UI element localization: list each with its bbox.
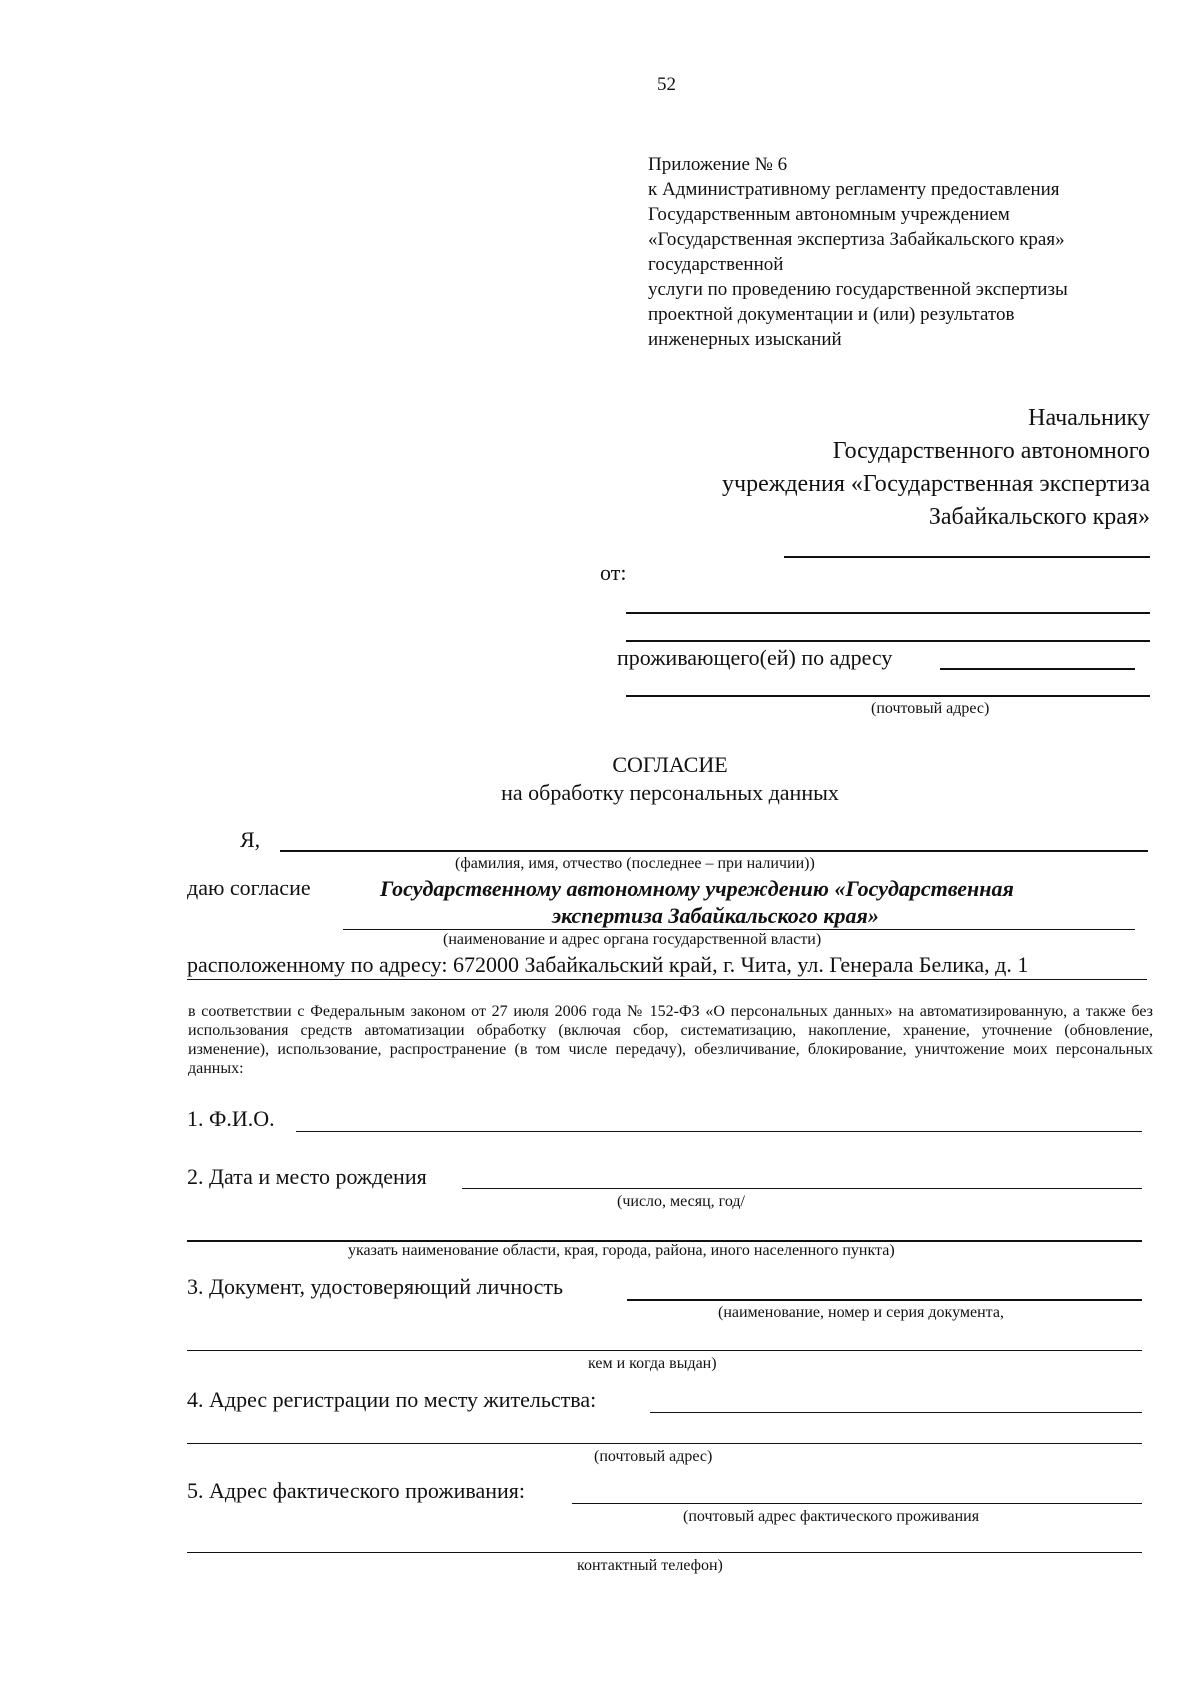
field-document-hint-2: кем и когда выдан): [588, 1355, 717, 1372]
field-birth-hint-2: указать наименование области, края, города, района, иного населенного пункта): [348, 1242, 895, 1259]
fio-hint: (фамилия, имя, отчество (последнее – при наличии)): [455, 855, 815, 872]
field-birth-label: 2. Дата и место рождения: [187, 1164, 427, 1189]
org-address-line: расположенному по адресу: 672000 Забайкальский край, г. Чита, ул. Генерала Белика, д. 1: [187, 952, 1029, 977]
field-registration-line[interactable]: [650, 1412, 1142, 1413]
addressee-line: Забайкальского края»: [928, 504, 1150, 530]
residing-blank-line[interactable]: [940, 668, 1135, 670]
field-residence-line-2[interactable]: [187, 1552, 1142, 1553]
org-name-line-1: Государственному автономному учреждению «Государственная: [380, 876, 1014, 901]
addressee-line: учреждения «Государственная экспертиза: [722, 471, 1150, 497]
appendix-line: проектной документации и (или) результатов: [648, 304, 1015, 325]
postal-hint: (почтовый адрес): [871, 700, 990, 717]
appendix-block: [648, 152, 1068, 352]
field-residence-label: 5. Адрес фактического проживания:: [187, 1478, 525, 1503]
page-number: 52: [657, 74, 676, 95]
org-underline: [343, 929, 1135, 930]
document-title: СОГЛАСИЕ: [612, 752, 728, 777]
field-registration-line-2[interactable]: [187, 1443, 1142, 1444]
fio-blank-line[interactable]: [280, 850, 1148, 852]
legal-paragraph: в соответствии с Федеральным законом от 27 июля 2006 года № 152-ФЗ «О персональных данных» на автоматизированную, а также без использования средств автоматизации обработку (включая сбор, систематизацию, накопление, хранение, уточнение (обновление, изменение), использование, распространение (в том числе передачу), обезличивание, блокирование, уничтожение моих персональных данных:: [188, 1003, 1153, 1077]
field-registration-label: 4. Адрес регистрации по месту жительства:: [187, 1387, 597, 1412]
field-registration-hint: (почтовый адрес): [594, 1448, 713, 1465]
addressee-blank-line[interactable]: [784, 556, 1150, 558]
from-blank-line-1[interactable]: [626, 612, 1150, 614]
appendix-line: «Государственная экспертиза Забайкальского края»: [648, 229, 1065, 250]
org-name-line-2: экспертиза Забайкальского края»: [552, 903, 879, 928]
appendix-line: Государственным автономным учреждением: [648, 204, 1010, 225]
field-residence-hint-2: контактный телефон): [577, 1557, 723, 1574]
field-document-label: 3. Документ, удостоверяющий личность: [187, 1274, 564, 1299]
from-blank-line-2[interactable]: [626, 640, 1150, 642]
field-document-hint-1: (наименование, номер и серия документа,: [718, 1304, 1004, 1321]
org-address-underline: [187, 979, 1147, 980]
appendix-line: услуги по проведению государственной экспертизы: [648, 279, 1068, 300]
residing-label: проживающего(ей) по адресу: [617, 645, 893, 670]
give-consent-label: даю согласие: [187, 875, 311, 900]
field-document-line-2[interactable]: [187, 1350, 1142, 1351]
appendix-line: к Административному регламенту предоставления: [648, 179, 1060, 200]
addressee-block: [722, 402, 1150, 534]
field-fio-line[interactable]: [296, 1131, 1142, 1132]
field-birth-hint-1: (число, месяц, год/: [617, 1193, 745, 1210]
org-hint: (наименование и адрес органа государственной власти): [443, 931, 822, 948]
field-fio-label: 1. Ф.И.О.: [187, 1106, 275, 1131]
address-blank-line[interactable]: [626, 695, 1150, 697]
field-residence-hint-1: (почтовый адрес фактического проживания: [683, 1508, 980, 1525]
appendix-line: Приложение № 6: [648, 154, 788, 175]
i-label: Я,: [240, 827, 261, 852]
from-label: от:: [600, 560, 627, 585]
appendix-line: государственной: [648, 254, 784, 275]
field-residence-line[interactable]: [572, 1503, 1142, 1504]
addressee-line: Государственного автономного: [832, 438, 1150, 464]
field-birth-line[interactable]: [462, 1188, 1142, 1189]
document-subtitle: на обработку персональных данных: [501, 780, 839, 805]
addressee-line: Начальнику: [1028, 405, 1150, 431]
field-document-line[interactable]: [627, 1299, 1142, 1301]
appendix-line: инженерных изысканий: [648, 329, 842, 350]
